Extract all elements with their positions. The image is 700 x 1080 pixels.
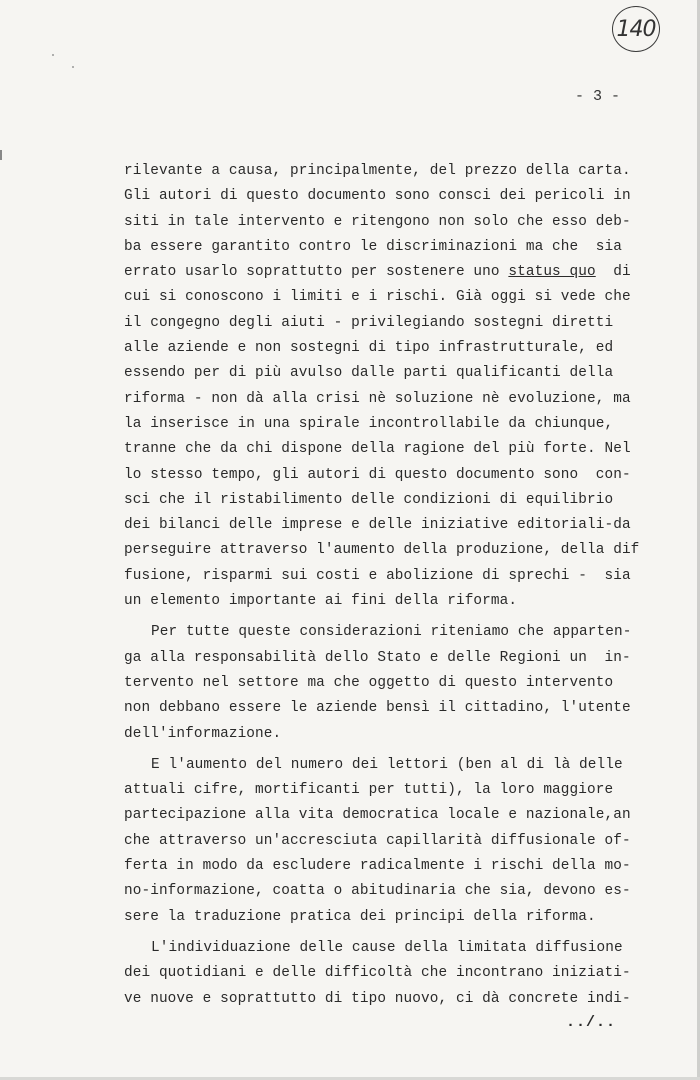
- text-line: alle aziende e non sostegni di tipo infrastrutturale, ed: [124, 340, 614, 357]
- text-line: Per tutte queste considerazioni riteniamo che apparten-: [151, 624, 632, 641]
- text-line: ve nuove e soprattutto di tipo nuovo, ci dà concrete indi-: [124, 990, 631, 1007]
- text-line: tervento nel settore ma che oggetto di questo intervento: [124, 674, 614, 691]
- text-line: E l'aumento del numero dei lettori (ben al di là delle: [151, 756, 623, 773]
- continuation-mark: ../..: [565, 1014, 616, 1031]
- text-line: fusione, risparmi sui costi e abolizione di sprechi - sia: [124, 567, 631, 584]
- text-line: no-informazione, coatta o abitudinaria che sia, devono es-: [124, 883, 631, 900]
- text-line: sere la traduzione pratica dei principi della riforma.: [124, 908, 596, 925]
- text-line: dei quotidiani e delle difficoltà che incontrano iniziati-: [124, 965, 631, 982]
- text-line: Gli autori di questo documento sono consci dei pericoli in: [124, 188, 631, 205]
- text-line: cui si conoscono i limiti e i rischi. Già oggi si vede che: [124, 289, 631, 306]
- text-line: siti in tale intervento e ritengono non solo che esso deb-: [124, 213, 631, 230]
- handwritten-page-stamp: 140: [612, 6, 660, 52]
- text-line: un elemento importante ai fini della riforma.: [124, 593, 518, 610]
- margin-mark: [0, 150, 2, 160]
- underlined-phrase: status quo: [508, 264, 596, 281]
- body-text: [124, 159, 640, 1012]
- text-line: sci che il ristabilimento delle condizioni di equilibrio: [124, 491, 614, 508]
- text-line: essendo per di più avulso dalle parti qualificanti della: [124, 365, 614, 382]
- text-line: dell'informazione.: [124, 725, 282, 742]
- text-line: attuali cifre, mortificanti per tutti), la loro maggiore: [124, 782, 614, 799]
- text-line: ba essere garantito contro le discriminazioni ma che sia: [124, 238, 622, 255]
- text-line: la inserisce in una spirale incontrollabile da chiunque,: [124, 415, 614, 432]
- text-line: partecipazione alla vita democratica locale e nazionale,an: [124, 807, 631, 824]
- text-line: lo stesso tempo, gli autori di questo documento sono con-: [124, 466, 631, 483]
- page-number: - 3 -: [574, 88, 620, 105]
- text-line: L'individuazione delle cause della limitata diffusione: [151, 939, 623, 956]
- text-line: dei bilanci delle imprese e delle iniziative editoriali-da: [124, 517, 631, 534]
- text-line: non debbano essere le aziende bensì il cittadino, l'utente: [124, 700, 631, 717]
- text-line: errato usarlo soprattutto per sostenere uno status quo di: [124, 264, 631, 281]
- text-line: ga alla responsabilità dello Stato e delle Regioni un in-: [124, 649, 631, 666]
- text-line: il congegno degli aiuti - privilegiando sostegni diretti: [124, 314, 614, 331]
- text-line: rilevante a causa, principalmente, del prezzo della carta.: [124, 163, 631, 179]
- text-line: riforma - non dà alla crisi nè soluzione nè evoluzione, ma: [124, 390, 631, 407]
- text-line: ferta in modo da escludere radicalmente i rischi della mo-: [124, 858, 631, 875]
- text-line: perseguire attraverso l'aumento della produzione, della dif: [124, 542, 640, 559]
- speck: [72, 66, 74, 68]
- text-line: tranne che da chi dispone della ragione del più forte. Nel: [124, 441, 631, 458]
- speck: [52, 54, 54, 56]
- text-line: che attraverso un'accresciuta capillarità diffusionale of-: [124, 832, 631, 849]
